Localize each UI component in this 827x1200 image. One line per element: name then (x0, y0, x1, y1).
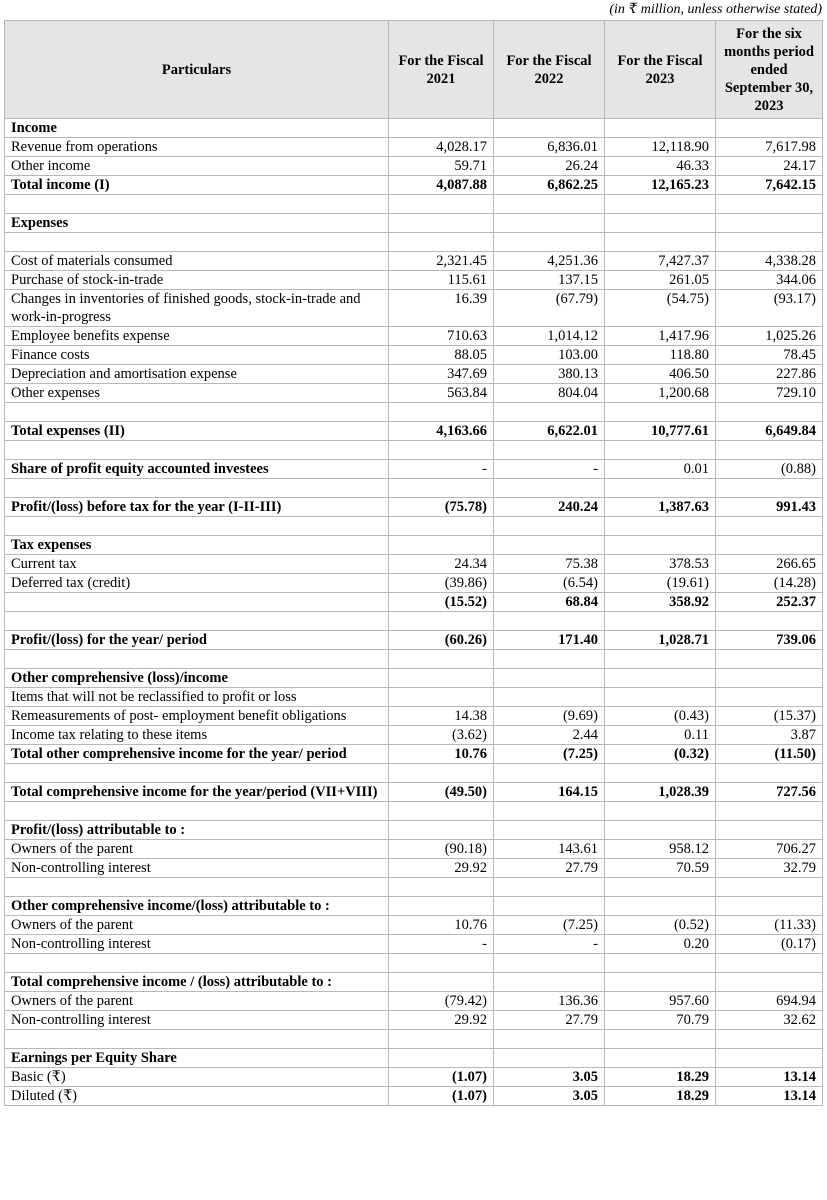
cell: 6,649.84 (716, 422, 823, 441)
row-label: Basic (₹) (5, 1068, 389, 1087)
spacer-row (5, 954, 823, 973)
row-deferred-tax (5, 574, 823, 593)
row-pl-owners (5, 840, 823, 859)
cell: 261.05 (605, 271, 716, 290)
header-fiscal-2022: For the Fiscal 2022 (494, 21, 605, 119)
cell: (7.25) (494, 916, 605, 935)
row-tci-nci (5, 1011, 823, 1030)
spacer-row (5, 403, 823, 422)
cell: 7,617.98 (716, 138, 823, 157)
cell: 118.80 (605, 346, 716, 365)
cell: 710.63 (389, 327, 494, 346)
cell: 2,321.45 (389, 252, 494, 271)
row-label: Expenses (5, 214, 389, 233)
row-oci-tax (5, 726, 823, 745)
cell: 164.15 (494, 783, 605, 802)
row-label: Items that will not be reclassified to profit or loss (5, 688, 389, 707)
cell: 378.53 (605, 555, 716, 574)
row-label: Total comprehensive income / (loss) attributable to : (5, 973, 389, 992)
cell: 12,118.90 (605, 138, 716, 157)
cell: 26.24 (494, 157, 605, 176)
row-label: Non-controlling interest (5, 1011, 389, 1030)
cell: 1,025.26 (716, 327, 823, 346)
row-eps-diluted (5, 1087, 823, 1106)
spacer-row (5, 517, 823, 536)
row-label: Cost of materials consumed (5, 252, 389, 271)
header-row (5, 21, 823, 119)
cell: (11.33) (716, 916, 823, 935)
cell: 0.01 (605, 460, 716, 479)
cell: 252.37 (716, 593, 823, 612)
cell: 59.71 (389, 157, 494, 176)
row-label: Other expenses (5, 384, 389, 403)
cell: (3.62) (389, 726, 494, 745)
row-remeasurements (5, 707, 823, 726)
cell: 227.86 (716, 365, 823, 384)
cell: 13.14 (716, 1068, 823, 1087)
cell: - (389, 935, 494, 954)
unit-note: (in ₹ million, unless otherwise stated) (609, 2, 822, 17)
cell: 706.27 (716, 840, 823, 859)
row-label: Non-controlling interest (5, 859, 389, 878)
row-label: Income tax relating to these items (5, 726, 389, 745)
cell: 13.14 (716, 1087, 823, 1106)
row-label: Employee benefits expense (5, 327, 389, 346)
row-label: Earnings per Equity Share (5, 1049, 389, 1068)
cell: (9.69) (494, 707, 605, 726)
row-total-income (5, 176, 823, 195)
row-oci-owners (5, 916, 823, 935)
row-label: Income (5, 119, 389, 138)
cell: (0.88) (716, 460, 823, 479)
cell: 563.84 (389, 384, 494, 403)
section-expenses (5, 214, 823, 233)
row-total-ci (5, 783, 823, 802)
cell: 957.60 (605, 992, 716, 1011)
cell: 804.04 (494, 384, 605, 403)
cell: (0.32) (605, 745, 716, 764)
spacer-row (5, 650, 823, 669)
cell: 16.39 (389, 290, 494, 327)
cell: 27.79 (494, 859, 605, 878)
cell: 739.06 (716, 631, 823, 650)
row-oci-nci (5, 935, 823, 954)
row-total-oci (5, 745, 823, 764)
cell: 1,387.63 (605, 498, 716, 517)
cell: 75.38 (494, 555, 605, 574)
row-share-profit (5, 460, 823, 479)
cell: 958.12 (605, 840, 716, 859)
cell: 4,028.17 (389, 138, 494, 157)
row-other-expenses (5, 384, 823, 403)
cell: 4,338.28 (716, 252, 823, 271)
spacer-row (5, 233, 823, 252)
cell: 12,165.23 (605, 176, 716, 195)
cell: 4,251.36 (494, 252, 605, 271)
cell: 103.00 (494, 346, 605, 365)
row-label: Finance costs (5, 346, 389, 365)
cell: 240.24 (494, 498, 605, 517)
cell: (93.17) (716, 290, 823, 327)
row-current-tax (5, 555, 823, 574)
header-particulars: Particulars (5, 21, 389, 119)
cell: (6.54) (494, 574, 605, 593)
cell: (1.07) (389, 1087, 494, 1106)
row-label: Non-controlling interest (5, 935, 389, 954)
row-finance (5, 346, 823, 365)
spacer-row (5, 878, 823, 897)
cell: 7,427.37 (605, 252, 716, 271)
spacer-row (5, 612, 823, 631)
cell: 358.92 (605, 593, 716, 612)
cell: 0.20 (605, 935, 716, 954)
cell: 27.79 (494, 1011, 605, 1030)
cell: 4,163.66 (389, 422, 494, 441)
spacer-row (5, 479, 823, 498)
cell: 171.40 (494, 631, 605, 650)
cell: 68.84 (494, 593, 605, 612)
row-label: Deferred tax (credit) (5, 574, 389, 593)
cell: 10.76 (389, 916, 494, 935)
header-fiscal-2021: For the Fiscal 2021 (389, 21, 494, 119)
row-eps-basic (5, 1068, 823, 1087)
cell: (15.37) (716, 707, 823, 726)
cell: 3.87 (716, 726, 823, 745)
row-label: Owners of the parent (5, 916, 389, 935)
cell: 14.38 (389, 707, 494, 726)
row-label: Other comprehensive income/(loss) attributable to : (5, 897, 389, 916)
row-stock-purchase (5, 271, 823, 290)
cell: (11.50) (716, 745, 823, 764)
cell: 46.33 (605, 157, 716, 176)
row-inventory-change (5, 290, 823, 327)
spacer-row (5, 802, 823, 821)
cell: 991.43 (716, 498, 823, 517)
row-revenue (5, 138, 823, 157)
section-pl-attributable (5, 821, 823, 840)
cell: 88.05 (389, 346, 494, 365)
header-fiscal-2023: For the Fiscal 2023 (605, 21, 716, 119)
section-eps (5, 1049, 823, 1068)
cell: 10.76 (389, 745, 494, 764)
row-label: Profit/(loss) for the year/ period (5, 631, 389, 650)
cell: 6,836.01 (494, 138, 605, 157)
section-income (5, 119, 823, 138)
cell: 7,642.15 (716, 176, 823, 195)
row-label: Owners of the parent (5, 840, 389, 859)
cell: 406.50 (605, 365, 716, 384)
spacer-row (5, 195, 823, 214)
cell: 2.44 (494, 726, 605, 745)
cell: 1,417.96 (605, 327, 716, 346)
row-tci-owners (5, 992, 823, 1011)
cell: 24.34 (389, 555, 494, 574)
row-label: Other comprehensive (loss)/income (5, 669, 389, 688)
header-six-months-2023: For the six months period ended September 30, 2023 (716, 21, 823, 119)
cell: 29.92 (389, 1011, 494, 1030)
row-label: Purchase of stock-in-trade (5, 271, 389, 290)
row-label: Remeasurements of post- employment benefit obligations (5, 707, 389, 726)
cell: 137.15 (494, 271, 605, 290)
cell: (14.28) (716, 574, 823, 593)
row-label: Total other comprehensive income for the year/ period (5, 745, 389, 764)
cell: 136.36 (494, 992, 605, 1011)
cell: 344.06 (716, 271, 823, 290)
cell: 3.05 (494, 1068, 605, 1087)
cell: 29.92 (389, 859, 494, 878)
cell: 0.11 (605, 726, 716, 745)
section-tax (5, 536, 823, 555)
cell: 729.10 (716, 384, 823, 403)
row-label: Changes in inventories of finished goods, stock-in-trade and work-in-progress (5, 290, 389, 327)
cell: 10,777.61 (605, 422, 716, 441)
cell: (1.07) (389, 1068, 494, 1087)
cell: (49.50) (389, 783, 494, 802)
cell: 6,622.01 (494, 422, 605, 441)
row-label: Revenue from operations (5, 138, 389, 157)
row-other-income (5, 157, 823, 176)
row-oci-items (5, 688, 823, 707)
cell: (0.17) (716, 935, 823, 954)
cell: 1,028.71 (605, 631, 716, 650)
cell: 694.94 (716, 992, 823, 1011)
cell: (0.52) (605, 916, 716, 935)
cell: 266.65 (716, 555, 823, 574)
row-label: Share of profit equity accounted investees (5, 460, 389, 479)
row-pl-nci (5, 859, 823, 878)
row-label: Owners of the parent (5, 992, 389, 1011)
cell: (0.43) (605, 707, 716, 726)
row-materials (5, 252, 823, 271)
cell: 143.61 (494, 840, 605, 859)
row-tax-total (5, 593, 823, 612)
row-total-expenses (5, 422, 823, 441)
cell: 1,200.68 (605, 384, 716, 403)
section-tci-attributable (5, 973, 823, 992)
cell: 3.05 (494, 1087, 605, 1106)
spacer-row (5, 441, 823, 460)
cell: (19.61) (605, 574, 716, 593)
cell: 727.56 (716, 783, 823, 802)
cell: 70.59 (605, 859, 716, 878)
row-pbt (5, 498, 823, 517)
cell: - (389, 460, 494, 479)
cell: 70.79 (605, 1011, 716, 1030)
row-label: Diluted (₹) (5, 1087, 389, 1106)
row-employee (5, 327, 823, 346)
cell: - (494, 460, 605, 479)
cell: 18.29 (605, 1087, 716, 1106)
cell: (39.86) (389, 574, 494, 593)
cell: (7.25) (494, 745, 605, 764)
spacer-row (5, 1030, 823, 1049)
cell: 115.61 (389, 271, 494, 290)
cell: 18.29 (605, 1068, 716, 1087)
cell: 78.45 (716, 346, 823, 365)
cell: (15.52) (389, 593, 494, 612)
cell: 24.17 (716, 157, 823, 176)
cell: 4,087.88 (389, 176, 494, 195)
cell: (79.42) (389, 992, 494, 1011)
section-oci (5, 669, 823, 688)
row-label: Profit/(loss) attributable to : (5, 821, 389, 840)
cell: - (494, 935, 605, 954)
row-label: Other income (5, 157, 389, 176)
row-pat (5, 631, 823, 650)
row-label: Current tax (5, 555, 389, 574)
cell: 32.62 (716, 1011, 823, 1030)
cell: 380.13 (494, 365, 605, 384)
cell: 32.79 (716, 859, 823, 878)
cell: (75.78) (389, 498, 494, 517)
row-depreciation (5, 365, 823, 384)
row-label: Depreciation and amortisation expense (5, 365, 389, 384)
row-label: Total income (I) (5, 176, 389, 195)
cell: (90.18) (389, 840, 494, 859)
row-label: Tax expenses (5, 536, 389, 555)
cell: (54.75) (605, 290, 716, 327)
spacer-row (5, 764, 823, 783)
cell: 1,014.12 (494, 327, 605, 346)
cell: 1,028.39 (605, 783, 716, 802)
row-label: Profit/(loss) before tax for the year (I-II-III) (5, 498, 389, 517)
cell: (67.79) (494, 290, 605, 327)
cell: 347.69 (389, 365, 494, 384)
row-label: Total comprehensive income for the year/period (VII+VIII) (5, 783, 389, 802)
cell: 6,862.25 (494, 176, 605, 195)
cell: (60.26) (389, 631, 494, 650)
financial-statement-table (4, 20, 823, 1106)
row-label: Total expenses (II) (5, 422, 389, 441)
section-oci-attributable (5, 897, 823, 916)
